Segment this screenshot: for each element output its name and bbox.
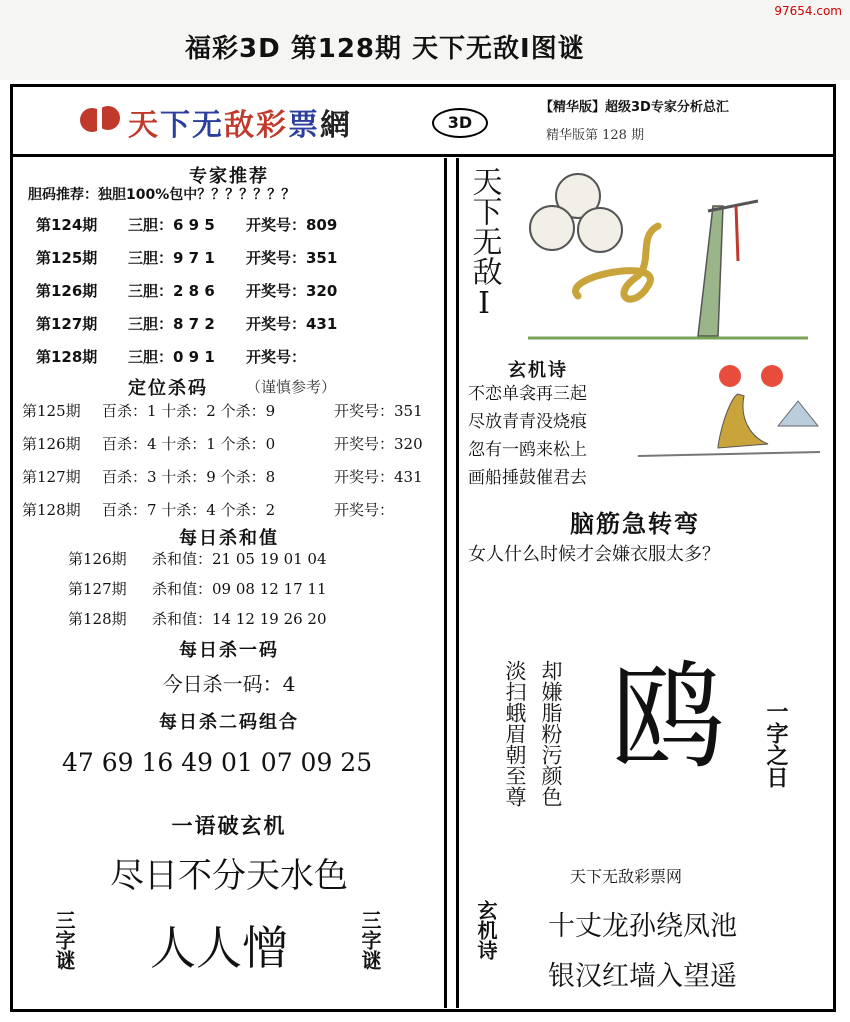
one-character-label: 一字之日 xyxy=(763,700,788,788)
vertical-title: 天下无敌Ⅰ xyxy=(466,166,502,321)
bottom-poem-lines xyxy=(548,902,737,1002)
one-word-title: 一语破玄机 xyxy=(171,814,287,838)
poem-line: 不恋单衾再三起 xyxy=(468,384,587,404)
3d-badge: 3D xyxy=(432,108,488,138)
site-logo-text: 天下无敌彩票網 xyxy=(128,108,352,143)
poem-line: 忽有一鸥来松上 xyxy=(468,440,587,460)
kill-two-title: 每日杀二码组合 xyxy=(159,712,299,733)
sum-kill-title: 每日杀和值 xyxy=(179,528,279,549)
watermark: 97654.com xyxy=(774,4,842,18)
expert-row: 第127期 三胆：8 7 2 开奖号：431 xyxy=(36,315,338,333)
one-word-clue: 尽日不分天水色 xyxy=(110,856,348,896)
sum-kill-row: 第128期 杀和值：14 12 19 26 20 xyxy=(68,610,327,628)
edition-label: 【精华版】超级3D专家分析总汇 xyxy=(540,100,729,115)
bottom-poem-line: 银汉红墙入望遥 xyxy=(548,961,737,992)
expert-title: 专家推荐 xyxy=(189,166,269,187)
bottom-poem-line: 十丈龙孙绕凤池 xyxy=(548,911,737,942)
kill-one-title: 每日杀一码 xyxy=(179,640,279,661)
issue-number: 精华版第 128 期 xyxy=(546,128,645,143)
position-kill-row: 第126期 百杀：4 十杀：1 个杀：0 开奖号：320 xyxy=(22,435,423,453)
page-title: 福彩3D 第128期 天下无敌Ⅰ图谜 xyxy=(185,34,585,64)
expert-row: 第128期 三胆：0 9 1 开奖号： xyxy=(36,348,307,366)
expert-row: 第126期 三胆：2 8 6 开奖号：320 xyxy=(36,282,338,300)
sum-kill-table xyxy=(68,548,428,638)
sum-kill-row: 第127期 杀和值：09 08 12 17 11 xyxy=(68,580,327,598)
site-name: 天下无敌彩票网 xyxy=(570,867,683,886)
lottery-logo-icon xyxy=(78,104,124,134)
poem-line: 画船捶鼓催君去 xyxy=(468,468,587,488)
three-word-riddle: 人人憎 xyxy=(150,921,288,975)
kill-one-text: 今日杀一码：4 xyxy=(162,672,296,696)
riddle-illustration-seal xyxy=(638,356,820,478)
position-kill-note: （谨慎参考） xyxy=(246,378,337,396)
expert-row: 第124期 三胆：6 9 5 开奖号：809 xyxy=(36,216,338,234)
position-kill-table xyxy=(22,400,442,532)
position-kill-row: 第127期 百杀：3 十杀：9 个杀：8 开奖号：431 xyxy=(22,468,423,486)
expert-table xyxy=(36,214,436,379)
poem-lines xyxy=(468,380,587,492)
header-divider xyxy=(10,154,836,157)
brain-teaser-title: 脑筋急转弯 xyxy=(570,510,700,538)
poem-line: 尽放青青没烧痕 xyxy=(468,412,587,432)
poem-title: 玄机诗 xyxy=(508,360,568,381)
position-kill-row: 第125期 百杀：1 十杀：2 个杀：9 开奖号：351 xyxy=(22,402,423,420)
vertical-verse-1: 却嫌脂粉污颜色 xyxy=(539,660,564,807)
brain-teaser-question: 女人什么时候才会嫌衣服太多？ xyxy=(468,544,720,565)
dan-recommend: 胆码推荐：独胆100%包中？？？？？？？ xyxy=(28,187,296,203)
expert-row: 第125期 三胆：9 7 1 开奖号：351 xyxy=(36,249,338,267)
position-kill-row: 第128期 百杀：7 十杀：4 个杀：2 开奖号： xyxy=(22,501,395,519)
kill-two-numbers: 47 69 16 49 01 07 09 25 xyxy=(62,748,373,777)
position-kill-title: 定位杀码 xyxy=(128,378,208,399)
vertical-verse-2: 淡扫蛾眉朝至尊 xyxy=(503,660,528,807)
three-word-label-right: 三字谜 xyxy=(358,910,382,970)
bottom-poem-label: 玄机诗 xyxy=(474,900,498,960)
three-word-label-left: 三字谜 xyxy=(52,910,76,970)
one-character-riddle: 鸥 xyxy=(610,650,726,785)
sum-kill-row: 第126期 杀和值：21 05 19 01 04 xyxy=(68,550,327,568)
riddle-illustration-snake-tree xyxy=(518,166,814,342)
